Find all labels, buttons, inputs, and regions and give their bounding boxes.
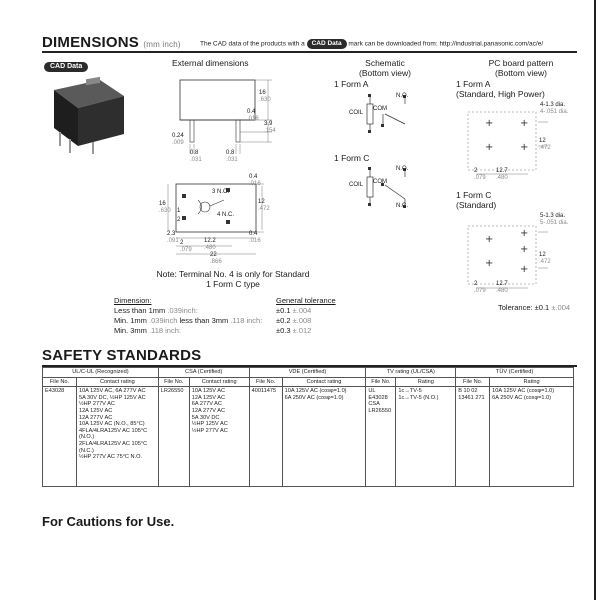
ext-dim-08b: [226, 150, 238, 164]
pcb-c-d127-in: .480: [496, 288, 508, 294]
pcb-a-d12: [539, 138, 551, 152]
ext-dim-08a-mm: 0.8: [190, 150, 199, 156]
safety-subheader: File No.: [249, 377, 282, 387]
bottom-dim-122-in: .480: [204, 245, 216, 251]
csa-rating-line: ½HP 277V AC: [191, 427, 228, 434]
safety-group-ul: UL/C-UL (Recognized): [43, 368, 159, 378]
tol-row3-tol: [276, 326, 311, 335]
tol-row3-dim-mm: Min. 3mm: [114, 326, 147, 335]
tol-row1-dim-mm: Less than 1mm: [114, 306, 166, 315]
tolerance-row-3: [114, 326, 364, 336]
tuv-rating: [490, 387, 574, 487]
relay-photo: [48, 76, 128, 158]
external-side-view-drawing: [160, 70, 285, 165]
dimensions-unit: (mm inch): [143, 40, 181, 49]
schematic-a-no: N.O.: [396, 93, 409, 99]
schematic-form-a-label: 1 Form A: [334, 79, 369, 89]
svg-text:+: +: [520, 142, 529, 153]
product-cad-badge-wrap: [44, 58, 88, 76]
cautions-heading[interactable]: For Cautions for Use.: [42, 514, 175, 529]
ext-dim-04-mm: 0.4: [247, 109, 256, 115]
tuv-file-line: B 10 02: [458, 388, 478, 395]
pcb-a-hole-mm: 4-1.3 dia.: [540, 102, 566, 108]
ul-contact-rating: [76, 387, 158, 487]
pcb-c-d2-mm: 2: [474, 281, 478, 287]
bottom-dim-16: [159, 201, 171, 215]
pcb-subtitle: (Bottom view): [495, 68, 547, 78]
safety-sub-header-row: [43, 377, 574, 387]
bottom-dim-2-in: .079: [180, 247, 192, 253]
safety-subheader: File No.: [43, 377, 77, 387]
tol-row2-tol-mm: ±0.2: [276, 316, 291, 325]
safety-subheader: Contact rating: [76, 377, 158, 387]
pcb-a-hole-in: 4-.051 dia.: [540, 109, 569, 115]
bottom-dim-22-mm: 22: [210, 252, 217, 258]
pcb-a-d2-mm: 2: [474, 168, 478, 174]
tol-row1-dim-in: .039inch:: [167, 306, 198, 315]
tv-rating: [396, 387, 456, 487]
pcb-form-c-sub: (Standard): [456, 200, 497, 210]
schematic-subtitle: (Bottom view): [359, 68, 411, 78]
ext-dim-16-mm: 16: [259, 90, 266, 96]
ext-dim-024-in: .009: [172, 140, 184, 146]
external-dimensions-title: External dimensions: [172, 58, 249, 68]
pcb-tolerance: [498, 303, 570, 312]
csa-contact-rating: [189, 387, 249, 487]
dimensions-title-text: DIMENSIONS: [42, 34, 140, 51]
safety-group-csa: CSA (Certified): [158, 368, 249, 378]
ul-rating-line: (N.C.): [78, 447, 94, 454]
pcb-c-hole-in: 5-.051 dia.: [540, 220, 569, 226]
pcb-c-d127-mm: 12.7: [496, 281, 508, 287]
terminal-note-line1: Note: Terminal No. 4 is only for Standard: [156, 269, 310, 279]
ext-dim-08b-mm: 0.8: [226, 150, 235, 156]
tol-row1-tol: [276, 306, 311, 315]
cad-note-suffix: mark can be downloaded from: http://industrial.panasonic.com/ac/e/: [348, 40, 544, 48]
pcb-a-d2-in: .079: [474, 175, 486, 181]
tol-row2-dim-mm: Min. 1mm: [114, 316, 147, 325]
safety-group-header-row: [43, 368, 574, 378]
vde-contact-rating: [282, 387, 366, 487]
ext-dim-39-in: .154: [264, 128, 276, 134]
schematic-form-c-label: 1 Form C: [334, 153, 370, 163]
tol-row3-dim: [114, 326, 181, 335]
tuv-rating-line: 10A 125V AC (cosφ=1.0): [492, 388, 555, 395]
ext-dim-08a: [190, 150, 202, 164]
tolerance-tol-header: General tolerance: [276, 296, 336, 305]
bottom-label-pin2: 2: [177, 217, 181, 223]
bottom-dim-22-in: .866: [210, 259, 222, 265]
pcb-a-d127: [496, 168, 508, 182]
ul-rating-line: 5A 30V DC, ½HP 125V AC: [78, 394, 146, 401]
tol-row1-tol-in: ±.004: [292, 306, 312, 315]
pcb-c-hole: [540, 213, 568, 227]
bottom-dim-04b-mm: 0.4: [249, 231, 258, 237]
bottom-label-pin1: 1: [177, 208, 181, 214]
tuv-file-no: [456, 387, 490, 487]
tuv-rating-line: 6A 250V AC (cosφ=1.0): [492, 394, 551, 401]
bottom-dim-23-in: .091: [167, 238, 179, 244]
tol-row1-dim: [114, 306, 198, 315]
ul-rating-line: (N.O.): [78, 434, 95, 441]
terminal-note-line2: 1 Form C type: [206, 279, 260, 289]
csa-rating-line: 5A 30V DC: [191, 414, 220, 421]
safety-subheader: Contact rating: [282, 377, 366, 387]
ext-dim-04: [247, 109, 259, 123]
bottom-dim-04-mm: 0.4: [249, 174, 258, 180]
safety-subheader: File No.: [366, 377, 396, 387]
terminal-note: [147, 269, 319, 289]
bottom-dim-23: [167, 231, 179, 245]
schematic-heading: [340, 58, 430, 78]
bottom-dim-2-mm: 2: [180, 240, 184, 246]
tol-row2-dim-in2: .118 inch:: [230, 316, 263, 325]
tol-row2-dim-mid: less than 3mm: [179, 316, 229, 325]
safety-group-tuv: TÜV (Certified): [456, 368, 574, 378]
tol-row2-tol-in: ±.008: [292, 316, 312, 325]
pcb-form-a-heading: [456, 79, 545, 99]
tol-row3-tol-mm: ±0.3: [276, 326, 291, 335]
ext-dim-39: [264, 121, 276, 135]
tv-file-line: E43028: [368, 394, 388, 401]
safety-standards-title: SAFETY STANDARDS: [42, 347, 202, 364]
safety-subheader: File No.: [158, 377, 189, 387]
tuv-file-line: 13461 271: [458, 394, 485, 401]
ul-rating-line: 12A 277V AC: [78, 414, 113, 421]
vde-file-no: 40011475: [249, 387, 282, 487]
schematic-a-com: COM: [373, 106, 387, 112]
vde-rating-line: 6A 250V AC (cosφ=1.0): [284, 394, 344, 401]
svg-text:+: +: [485, 118, 494, 129]
ext-dim-16: [259, 90, 271, 104]
tol-row1-tol-mm: ±0.1: [276, 306, 291, 315]
tolerance-row-1: [114, 306, 364, 316]
ul-rating-line: 12A 125V AC: [78, 407, 113, 414]
tol-row3-tol-in: ±.012: [292, 326, 312, 335]
ul-rating-line: 10A 125V AC (N.O., 85°C): [78, 421, 145, 428]
csa-rating-line: 12A 125V AC: [191, 394, 226, 401]
tv-rating-line: 1c→TV-5: [398, 388, 422, 395]
svg-text:+: +: [520, 228, 529, 239]
pcb-c-d2-in: .079: [474, 288, 486, 294]
safety-standards-table: [42, 367, 574, 487]
ul-rating-line: 2FLA/4LRA125V AC 105°C: [78, 440, 148, 447]
page-edge-line: [594, 0, 596, 600]
ext-dim-16-in: .630: [259, 97, 271, 103]
svg-text:+: +: [485, 234, 494, 245]
tv-rating-line: 1c→TV-5 (N.O.): [398, 394, 439, 401]
csa-rating-line: ½HP 125V AC: [191, 421, 228, 428]
bottom-label-nc4: 4 N.C.: [217, 212, 235, 218]
schematic-c-coil: COIL: [349, 182, 364, 188]
bottom-dim-16-in: .630: [159, 208, 171, 214]
bottom-dim-122: [204, 238, 216, 252]
safety-group-tv: TV rating (UL/CSA): [366, 368, 456, 378]
safety-data-row: [43, 387, 574, 487]
svg-text:+: +: [520, 264, 529, 275]
ul-rating-line: ½HP 277V AC 75°C N.O.: [78, 454, 143, 461]
ext-dim-024-mm: 0.24: [172, 133, 184, 139]
bottom-dim-12-in: .472: [258, 206, 270, 212]
pcb-c-d12-mm: 12: [539, 252, 546, 258]
ext-dim-024: [172, 133, 184, 147]
schematic-c-com: COM: [373, 179, 387, 185]
pcb-a-d127-mm: 12.7: [496, 168, 508, 174]
pcb-tolerance-in: ±.004: [551, 303, 571, 312]
tv-file-line: UL: [368, 388, 376, 395]
ul-rating-line: 4FLA/4LRA125V AC 105°C: [78, 427, 148, 434]
cad-data-badge: CAD Data: [307, 39, 347, 49]
tol-row2-dim-in: .039inch: [149, 316, 178, 325]
cad-note-prefix: The CAD data of the products with a: [200, 40, 305, 48]
safety-subheader: Contact rating: [189, 377, 249, 387]
pcb-tolerance-mm: Tolerance: ±0.1: [498, 303, 550, 312]
pcb-a-d127-in: .480: [496, 175, 508, 181]
ext-dim-04-in: .016: [247, 116, 259, 122]
pcb-a-d12-in: .472: [539, 145, 551, 151]
pcb-form-c-label: 1 Form C: [456, 190, 492, 200]
pcb-c-d2: [474, 281, 486, 295]
pcb-a-d2: [474, 168, 486, 182]
ext-dim-08b-in: .031: [226, 157, 238, 163]
pcb-c-d12: [539, 252, 551, 266]
ul-rating-line: ½HP 277V AC: [78, 401, 115, 408]
csa-rating-line: 10A 125V AC: [191, 388, 226, 395]
tv-file-no: [366, 387, 396, 487]
safety-group-vde: VDE (Certified): [249, 368, 366, 378]
svg-text:+: +: [485, 142, 494, 153]
pcb-heading: [466, 58, 576, 78]
pcb-c-d12-in: .472: [539, 259, 551, 265]
bottom-dim-122-mm: 12.2: [204, 238, 216, 244]
dimensions-title: [42, 34, 181, 51]
tol-row2-dim: [114, 316, 262, 325]
safety-subheader: Rating: [396, 377, 456, 387]
tol-row3-dim-in: .118 inch:: [149, 326, 181, 335]
cad-download-note: [200, 39, 543, 49]
schematic-title: Schematic: [365, 58, 405, 68]
pcb-a-hole: [540, 102, 568, 116]
schematic-a-coil: COIL: [349, 110, 364, 116]
ext-dim-08a-in: .031: [190, 157, 202, 163]
tv-file-line: LR26550: [368, 407, 392, 414]
tolerance-row-2: [114, 316, 364, 326]
tolerance-dim-header: Dimension:: [114, 296, 152, 305]
ul-rating-line: 10A 125V AC, 6A 277V AC: [78, 388, 146, 395]
ext-dim-39-mm: 3.9: [264, 121, 273, 127]
bottom-dim-23-mm: 2.3: [167, 231, 176, 237]
bottom-dim-12: [258, 199, 270, 213]
pcb-form-a-label: 1 Form A: [456, 79, 491, 89]
ul-file-no: E43028: [43, 387, 77, 487]
bottom-dim-16-mm: 16: [159, 201, 166, 207]
tolerance-block: [114, 296, 364, 336]
bottom-dim-04b-in: .016: [249, 238, 261, 244]
svg-text:+: +: [485, 258, 494, 269]
vde-rating-line: 10A 125V AC (cosφ=1.0): [284, 388, 347, 395]
pcb-form-a-sub: (Standard, High Power): [456, 89, 545, 99]
header-rule: [42, 51, 577, 53]
safety-subheader: Rating: [490, 377, 574, 387]
pcb-title: PC board pattern: [488, 58, 554, 68]
pcb-form-c-heading: [456, 190, 496, 210]
pcb-c-hole-mm: 5-1.3 dia.: [540, 213, 566, 219]
bottom-dim-04-in: .016: [249, 181, 261, 187]
pcb-c-d127: [496, 281, 508, 295]
csa-rating-line: 12A 277V AC: [191, 407, 226, 414]
bottom-label-no3: 3 N.O.: [212, 189, 230, 195]
schematic-c-nc: N.C.: [396, 203, 408, 209]
bottom-dim-04b: [249, 231, 261, 245]
bottom-dim-04: [249, 174, 261, 188]
bottom-dim-2: [180, 240, 192, 254]
csa-rating-line: 6A 277V AC: [191, 401, 222, 408]
tol-row2-tol: [276, 316, 311, 325]
bottom-dim-12-mm: 12: [258, 199, 265, 205]
csa-file-no: LR26550: [158, 387, 189, 487]
svg-text:+: +: [520, 244, 529, 255]
bottom-dim-22: [210, 252, 222, 266]
tv-file-line: CSA: [368, 401, 380, 408]
safety-subheader: File No.: [456, 377, 490, 387]
product-cad-badge: CAD Data: [44, 62, 88, 72]
pcb-a-d12-mm: 12: [539, 138, 546, 144]
schematic-c-no: N.O.: [396, 166, 409, 172]
svg-text:+: +: [520, 118, 529, 129]
